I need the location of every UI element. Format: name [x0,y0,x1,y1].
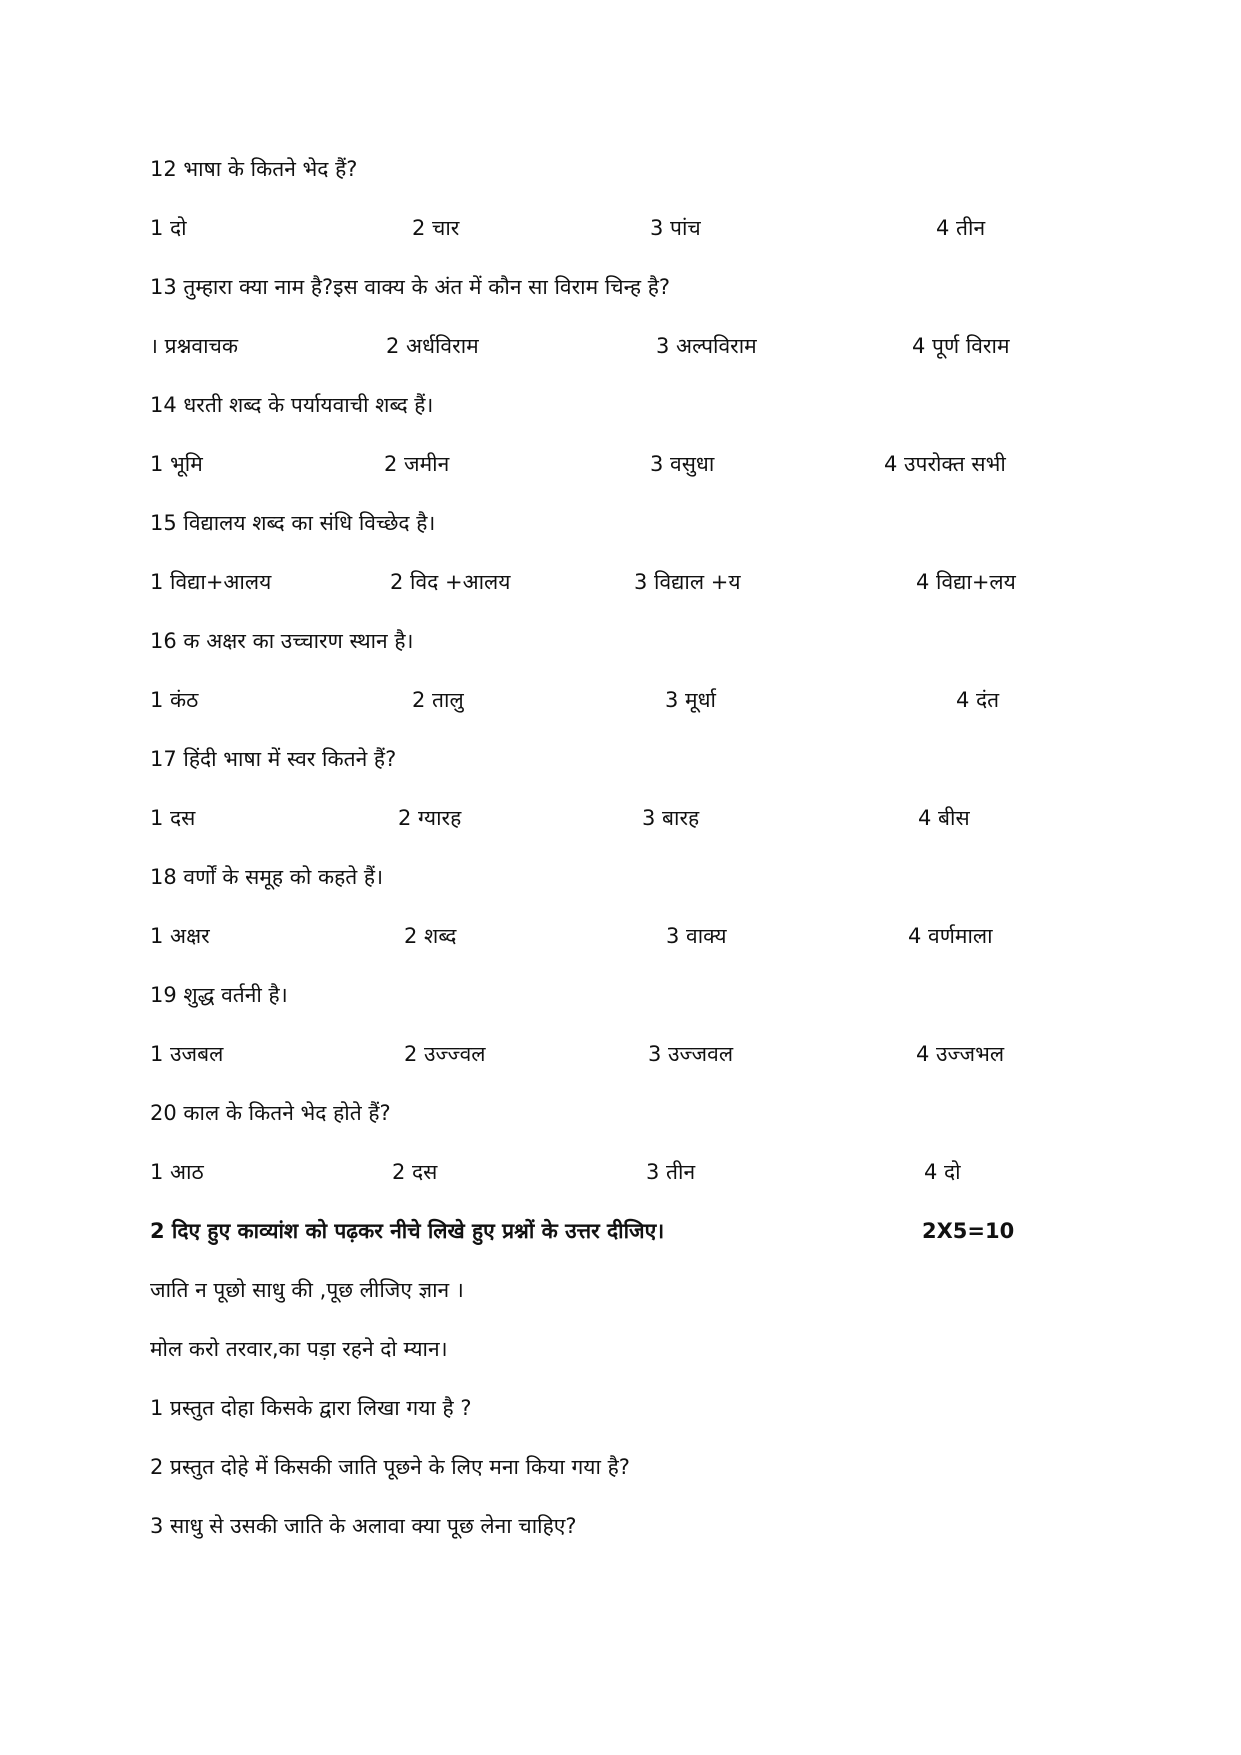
question-14: 14 धरती शब्द के पर्यायवाची शब्द हैं। [150,393,434,417]
section-2-question-2: 2 प्रस्तुत दोहे में किसकी जाति पूछने के लिए मना किया गया है? [150,1455,630,1479]
q12-option-3: 3 पांच [650,216,701,240]
section-2-heading: 2 दिए हुए काव्यांश को पढ़कर नीचे लिखे हुए प्रश्नों के उत्तर दीजिए। [150,1219,665,1243]
section-2-question-1: 1 प्रस्तुत दोहा किसके द्वारा लिखा गया है ? [150,1396,472,1420]
q19-option-1: 1 उजबल [150,1042,224,1066]
q17-option-4: 4 बीस [918,806,970,830]
q20-option-2: 2 दस [392,1160,438,1184]
q19-option-3: 3 उज्जवल [648,1042,734,1066]
question-12: 12 भाषा के कितने भेद हैं? [150,157,358,181]
q13-option-1: । प्रश्नवाचक [150,334,239,358]
q16-option-3: 3 मूर्धा [665,688,716,712]
q14-option-1: 1 भूमि [150,452,203,476]
q17-option-2: 2 ग्यारह [398,806,462,830]
q19-option-4: 4 उज्जभल [916,1042,1005,1066]
q14-option-4: 4 उपरोक्त सभी [884,452,1006,476]
verse-line-2: मोल करो तरवार,का पड़ा रहने दो म्यान। [150,1337,448,1361]
verse-line-1: जाति न पूछो साधु की ,पूछ लीजिए ज्ञान । [150,1278,464,1302]
q20-option-3: 3 तीन [646,1160,696,1184]
q12-option-4: 4 तीन [936,216,986,240]
q13-option-2: 2 अर्धविराम [386,334,479,358]
q18-option-2: 2 शब्द [404,924,457,948]
q20-option-1: 1 आठ [150,1160,204,1184]
q16-option-4: 4 दंत [956,688,1000,712]
question-15: 15 विद्यालय शब्द का संधि विच्छेद है। [150,511,436,535]
q13-option-3: 3 अल्पविराम [656,334,757,358]
q15-option-4: 4 विद्या+लय [916,570,1016,594]
q19-option-2: 2 उज्ज्वल [404,1042,486,1066]
q18-option-1: 1 अक्षर [150,924,210,948]
q15-option-3: 3 विद्याल +य [634,570,741,594]
q12-option-2: 2 चार [412,216,460,240]
q13-option-4: 4 पूर्ण विराम [912,334,1010,358]
q18-option-3: 3 वाक्य [666,924,727,948]
q15-option-2: 2 विद +आलय [390,570,511,594]
section-2-marks: 2X5=10 [922,1219,1015,1243]
question-19: 19 शुद्ध वर्तनी है। [150,983,288,1007]
q16-option-2: 2 तालु [412,688,464,712]
q20-option-4: 4 दो [924,1160,961,1184]
question-20: 20 काल के कितने भेद होते हैं? [150,1101,391,1125]
q16-option-1: 1 कंठ [150,688,199,712]
section-2-question-3: 3 साधु से उसकी जाति के अलावा क्या पूछ लेना चाहिए? [150,1514,577,1538]
question-17: 17 हिंदी भाषा में स्वर कितने हैं? [150,747,397,771]
question-13: 13 तुम्हारा क्या नाम है?इस वाक्य के अंत में कौन सा विराम चिन्ह है? [150,275,671,299]
q17-option-1: 1 दस [150,806,196,830]
q12-option-1: 1 दो [150,216,187,240]
question-18: 18 वर्णों के समूह को कहते हैं। [150,865,384,889]
q15-option-1: 1 विद्या+आलय [150,570,272,594]
q17-option-3: 3 बारह [642,806,700,830]
q18-option-4: 4 वर्णमाला [908,924,993,948]
q14-option-2: 2 जमीन [384,452,450,476]
question-16: 16 क अक्षर का उच्चारण स्थान है। [150,629,414,653]
q14-option-3: 3 वसुधा [650,452,715,476]
